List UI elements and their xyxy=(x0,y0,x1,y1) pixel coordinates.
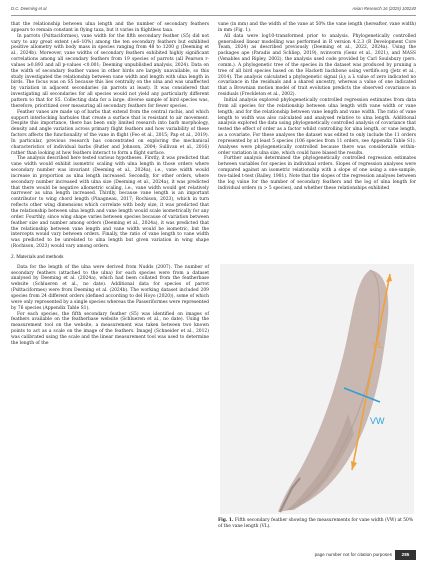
left-column xyxy=(11,22,209,347)
figure-feather-image xyxy=(220,264,414,514)
header-journal: Avian Research 16 (2025) 100240 xyxy=(352,6,416,11)
label-vw: VW xyxy=(370,416,385,426)
page-footer xyxy=(0,550,416,560)
header-authors: D.C. Deeming et al. xyxy=(11,6,48,11)
section-heading: 2. Materials and methods xyxy=(11,253,64,260)
footer-note: page number not for citation purposes xyxy=(314,552,392,557)
paragraph: that the relationship between ulna length and the number of secondary feathers appears to remain constant in flying taxa, but it varies in flightless taxa. xyxy=(11,22,209,33)
caption-label: Fig. 1. xyxy=(218,518,234,523)
caption-text: Fifth secondary feather showing the measurements for vane width (VW) at 50% of the vane length (VL). xyxy=(218,518,414,529)
paragraph: Initial analysis explored phylogenetically controlled regression estimates from data from all species for the relationship between ulna length with vane width or vane length; and for the relationship between vane length and vane width. The ratio of vane length to width was also calculated and analysed relative to ulna length. Additional analysis explored the data using phylogenetically controlled analysis of covariance that tested the effect of order as a factor whilst controlling for ulna length, or vane length, as a covariate. For these analyses the dataset was edited to only include the 11 orders represented by at least 5 species (106 species from 11 orders, see Appendix Table S1). Analyses were phylogenetically controlled because there was considerable within-order variation in ulna size, which could have biased the results. xyxy=(218,97,416,156)
paragraph: For each species, the fifth secondary feather (S5) was identified on images of feathers available on the featherbase website (Schlueren et al., no date). Using the measurement tool on the website, a measurement was taken between two known points to act as a scale on the image of the feathers. ImageJ (Schneider et al., 2012) was calibrated using the scale and the linear measurement tool was used to determine the length of the xyxy=(11,311,209,346)
page-number: 285 xyxy=(395,550,416,560)
header-rule xyxy=(11,15,416,16)
paragraph: Feather vanes are made up of barbs that extend from the central rachis, and which support interlocking barbules that create a surface that is resistant to air movement. Despite this importance, there has been only limited research into barb morphology, density and angle variation across primary flight feathers and how variability of these factors affects the functionality of the vane in flight (Feo et al., 2015; Pap et al., 2019). In particular, previous research has concentrated on exploring the mechanical characteristics of individual barbs (Butler and Johnson, 2004; Sullivan et al., 2016) rather than looking at how feathers interact to form a flight surface. xyxy=(11,109,209,156)
label-vl: VL xyxy=(372,340,384,350)
figure-caption xyxy=(218,518,416,530)
paragraph: The analysis described here tested various hypotheses. Firstly, it was predicted that vane width would exhibit isometric scaling with ulna length in those orders where secondary number was invariant (Deeming et al., 2024a), i.e., vane width would increase in proportion as ulna length increased. Secondly, for other orders, where secondary number increased with ulna size (Deeming et al., 2024a), it was predicted that there would be negative allometric scaling, i.e., vane width would get relatively narrower as ulna length increased. Thirdly, because vane length is an important contributor to wing chord length (Pinagneau, 2017; Rochison, 2023), which in turn reflects other wing dimensions which correlate with body size, it was predicted that the relationship between ulna length and vane length would scale isometrically for any order. Fourthly, since wing shape varies between species because of variation between feather size and number among orders (Deeming et al., 2024a), it was predicted that the relationship between vane length and vane width would be isometric, but the intercepts would vary between orders. Finally, the ratio of vane length to vane width was predicted to be unrelated to ulna length but given variation in wing shape (Rochison, 2023) would vary among orders. xyxy=(11,156,209,250)
paragraph: All data were log10-transformed prior to analysis. Phylogenetically controlled generalised linear modelling was performed in R version 4.2.3 (R Development Core Team, 2024) as described previously (Deeming et al., 2022, 2024a). Using the packages ape (Paradis and Schliep, 2019), nvinvorm (Genz et al., 2021), and MASS (Venables and Ripley, 2002), the analysis used code provided by Carl Soulsbury (pers. comm.). A phylogenetic tree of the species in the dataset was produced by pruning a tree of all bird species based on the Hackett backbone using vertlife.org (Jetz et al., 2014). The analysis calculated a phylogenetic signal (λ); a λ value of zero indicated no covariance in the residuals and a shared ancestry, whereas a value of one indicated that a Brownian motion model of trait evolution predicts the observed covariance in residuals (Freckleton et al., 2002). xyxy=(218,33,416,98)
paragraph: Further analysis determined the phylogenetically controlled regression estimates between variables for species in individual orders. Slopes of regression analyses were compared against an isometric relationship with a slope of one using a one-sample, two-tailed t-test (Bailey, 1981). Note that the slopes of the regression analyses between the log value for the number of secondary feathers and the log of ulna length for individual orders (n > 5 species), and whether these relationships exhibited xyxy=(218,156,416,191)
running-header xyxy=(11,6,416,15)
feather-illustration xyxy=(220,264,414,514)
paragraph: In parrots (Psittaciformes), vane width for the fifth secondary feather (S5) did not vary to any great extent (±6–10%) among the ten secondary feathers but exhibited positive allometry with body mass in species ranging from 48 to 1200 g (Deeming et al., 2024b). Moreover, vane widths of secondary feathers exhibited highly significant correlations among all secondary feathers from 19 species of parrots (all Pearson r-values ≥0.893 and all p-values <0.001; Deeming unpublished analysis, 2024). Data on the width of secondary feather vanes in other birds are largely unavailable, so this study investigated the relationship between vane width and length with ulna length in birds. The focus was on S5 because this lies centrally on the ulna and was unaffected by variation in adjacent secondaries (in parrots at least). It was considered that investigating all secondaries for all species would not yield any particularly different pattern to that for S5. Collecting data for a large, diverse sample of bird species was, therefore, prioritized over measuring all secondary feathers for fewer species. xyxy=(11,33,209,109)
paragraph: vane (in mm) and the width of the vane at 50% the vane length (hereafter, vane width) in mm (Fig. 1). xyxy=(218,22,416,33)
right-column xyxy=(218,22,416,191)
paragraph: Data for the length of the ulna were derived from Nudds (2007). The number of secondary feathers (attached to the ulna) for each species were from a dataset analysed by Deeming et al. (2024a), which had been collated from the featherbase website (Schlueren et al., no date). Additional data for species of parrot (Psittaciformes) were from Deeming et al. (2024b). The working dataset included 209 species from 24 different orders (defined according to del Hoyo (2020)), some of which were only represented by a single species whereas the Passeriformes were represented by 76 species (Appendix Table S1). xyxy=(11,264,209,311)
